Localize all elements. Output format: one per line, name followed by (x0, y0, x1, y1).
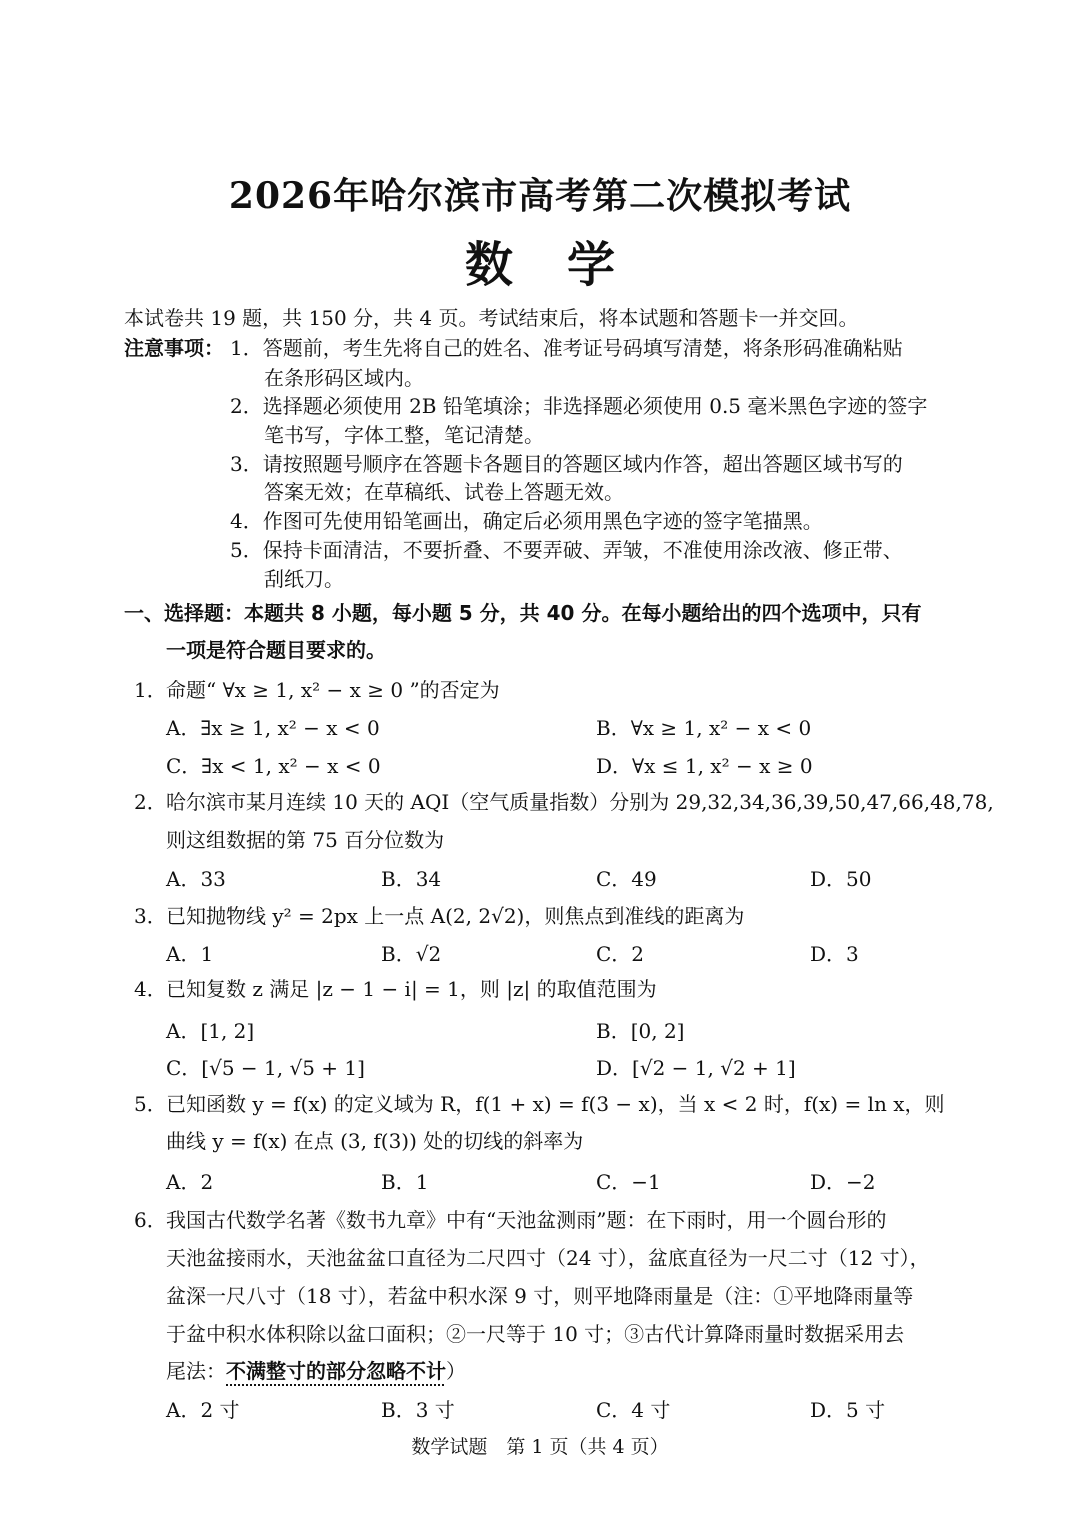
notice-item-1: 1．答题前，考生先将自己的姓名、准考证号码填写清楚，将条形码准确粘贴 (230, 336, 903, 360)
option-b: B．∀x ≥ 1, x² − x < 0 (596, 716, 812, 740)
subject-title: 数学 (464, 237, 669, 293)
question-text-cont: 曲线 y = f(x) 在点 (3, f(3)) 处的切线的斜率为 (166, 1129, 584, 1153)
question-number: 6． (134, 1208, 167, 1232)
option-b: B．34 (381, 867, 442, 891)
question-text-cont: 盆深一尺八寸（18 寸），若盆中积水深 9 寸，则平地降雨量是（注：①平地降雨量等 (166, 1284, 914, 1308)
question-number: 2． (134, 790, 167, 814)
notice-item-4: 4．作图可先使用铅笔画出，确定后必须用黑色字迹的签字笔描黑。 (230, 509, 823, 533)
question-text-cont: 于盆中积水体积除以盆口面积；②一尺等于 10 寸；③古代计算降雨量时数据采用去 (166, 1322, 905, 1346)
option-c: C．4 寸 (596, 1398, 671, 1422)
emphasized-note: 不满整寸的部分忽略不计 (226, 1359, 446, 1383)
question-text-last (166, 1355, 466, 1384)
notice-item-3: 3．请按照题号顺序在答题卡各题目的答题区域内作答，超出答题区域书写的 (230, 452, 903, 476)
option-a: A．∃x ≥ 1, x² − x < 0 (166, 716, 380, 740)
question-text: 我国古代数学名著《数书九章》中有“天池盆测雨”题：在下雨时，用一个圆台形的 (166, 1208, 887, 1232)
exam-intro: 本试卷共 19 题，共 150 分，共 4 页。考试结束后，将本试题和答题卡一并交回。 (124, 306, 859, 330)
option-c: C．2 (596, 942, 645, 966)
notice-item-5: 5．保持卡面清洁，不要折叠、不要弄破、弄皱，不准使用涂改液、修正带、 (230, 538, 903, 562)
section-heading-cont: 一项是符合题目要求的。 (166, 638, 386, 662)
notice-item-2-cont: 笔书写，字体工整，笔记清楚。 (264, 423, 544, 447)
option-d: D．−2 (810, 1170, 876, 1194)
option-c: C．∃x < 1, x² − x < 0 (166, 754, 381, 778)
option-a: A．2 (166, 1170, 214, 1194)
notice-item-2: 2．选择题必须使用 2B 铅笔填涂；非选择题必须使用 0.5 毫米黑色字迹的签字 (230, 394, 928, 418)
question-text: 命题“ ∀x ≥ 1, x² − x ≥ 0 ”的否定为 (166, 678, 500, 702)
option-d: D．3 (810, 942, 859, 966)
option-d: D．[√2 − 1, √2 + 1] (596, 1056, 796, 1080)
option-a: A．1 (166, 942, 214, 966)
option-c: C．[√5 − 1, √5 + 1] (166, 1056, 365, 1080)
section-heading: 一、选择题：本题共 8 小题，每小题 5 分，共 40 分。在每小题给出的四个选项中，只有 (124, 601, 922, 625)
question-number: 1． (134, 678, 167, 702)
option-d: D．50 (810, 867, 872, 891)
option-d: D．5 寸 (810, 1398, 886, 1422)
option-a: A．[1, 2] (166, 1019, 255, 1043)
option-a: A．2 寸 (166, 1398, 240, 1422)
notice-item-5-cont: 刮纸刀。 (264, 567, 344, 591)
question-text: 已知抛物线 y² = 2px 上一点 A(2, 2√2)，则焦点到准线的距离为 (166, 904, 745, 928)
option-b: B．1 (381, 1170, 429, 1194)
question-text-suffix: ） (446, 1359, 466, 1383)
option-b: B．3 寸 (381, 1398, 455, 1422)
question-text: 已知函数 y = f(x) 的定义域为 R，f(1 + x) = f(3 − x)，当 x < 2 时，f(x) = ln x，则 (166, 1092, 945, 1116)
question-text: 哈尔滨市某月连续 10 天的 AQI（空气质量指数）分别为 29,32,34,36,39,50,47,66,48,78, (166, 790, 994, 814)
option-a: A．33 (166, 867, 226, 891)
exam-title: 2026年哈尔滨市高考第二次模拟考试 (228, 175, 852, 217)
question-number: 3． (134, 904, 167, 928)
option-c: C．49 (596, 867, 657, 891)
question-text: 已知复数 z 满足 |z − 1 − i| = 1，则 |z| 的取值范围为 (166, 977, 657, 1001)
question-text-cont: 天池盆接雨水，天池盆盆口直径为二尺四寸（24 寸），盆底直径为一尺二寸（12 寸）， (166, 1246, 930, 1270)
option-d: D．∀x ≤ 1, x² − x ≥ 0 (596, 754, 813, 778)
option-b: B．[0, 2] (596, 1019, 685, 1043)
question-number: 4． (134, 977, 167, 1001)
notice-label: 注意事项： (124, 336, 224, 360)
page-footer: 数学试题 第 1 页（共 4 页） (411, 1436, 669, 1458)
option-b: B．√2 (381, 942, 442, 966)
question-text-cont: 则这组数据的第 75 百分位数为 (166, 828, 445, 852)
question-number: 5． (134, 1092, 167, 1116)
question-text-prefix: 尾法： (166, 1359, 226, 1383)
notice-item-1-cont: 在条形码区域内。 (264, 366, 424, 390)
option-c: C．−1 (596, 1170, 661, 1194)
notice-item-3-cont: 答案无效；在草稿纸、试卷上答题无效。 (264, 480, 624, 504)
